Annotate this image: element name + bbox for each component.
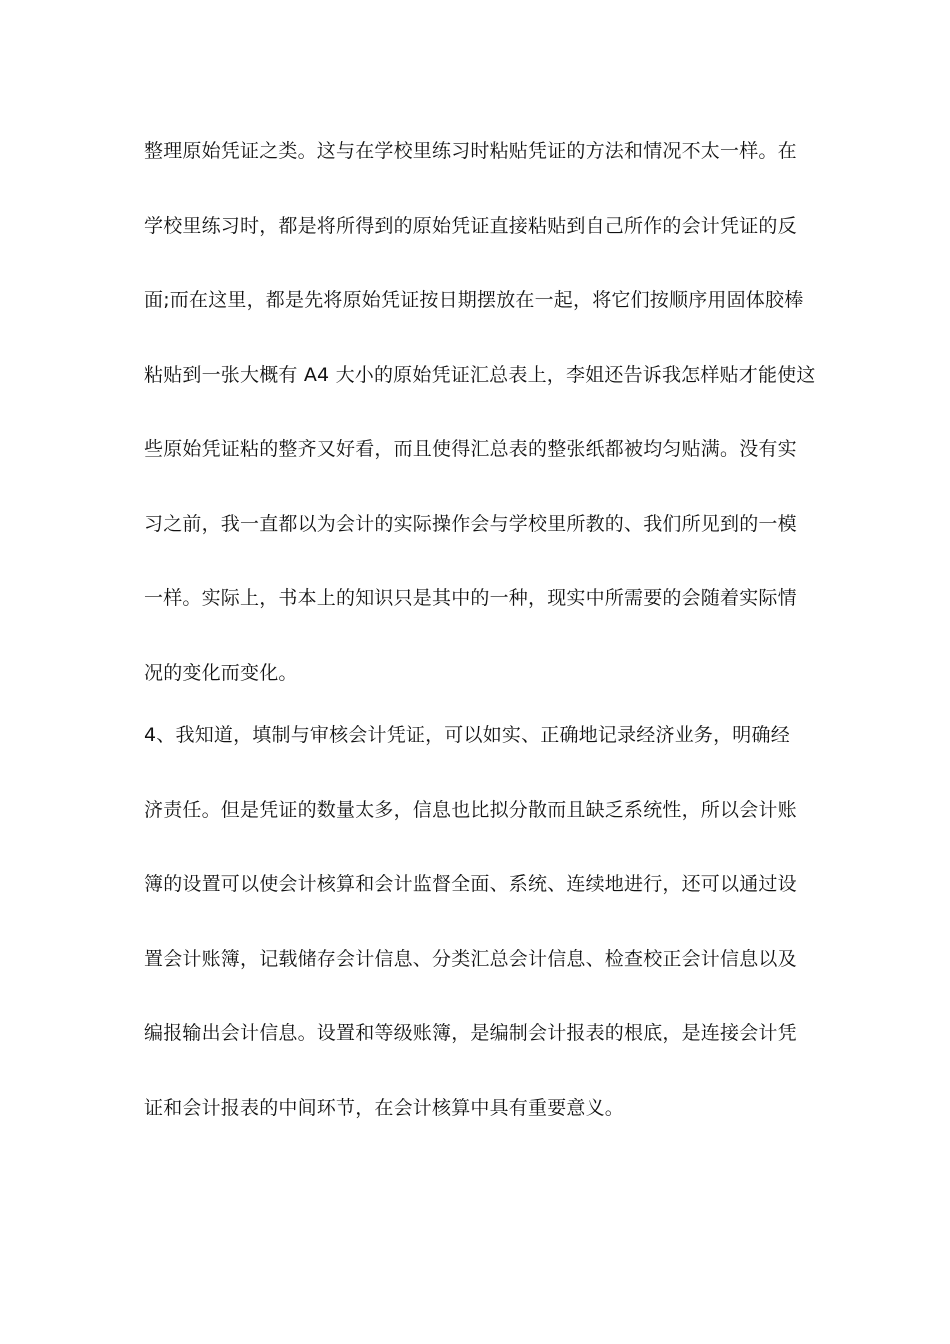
text-line-12: 置会计账簿，记载储存会计信息、分类汇总会计信息、检查校正会计信息以及 [144,948,797,970]
text-line-5: 些原始凭证粘的整齐又好看，而且使得汇总表的整张纸都被均匀贴满。没有实 [144,438,797,460]
text-line-2: 学校里练习时，都是将所得到的原始凭证直接粘贴到自己所作的会计凭证的反 [144,215,797,237]
text-line-3: 面;而在这里，都是先将原始凭证按日期摆放在一起，将它们按顺序用固体胶棒 [144,289,804,311]
text-line-13: 编报输出会计信息。设置和等级账簿，是编制会计报表的根底，是连接会计凭 [144,1022,797,1044]
text-line-8: 况的变化而变化。 [144,662,298,684]
text-line-14: 证和会计报表的中间环节，在会计核算中具有重要意义。 [144,1097,625,1119]
text-line-9: 4、我知道，填制与审核会计凭证，可以如实、正确地记录经济业务，明确经 [144,724,790,746]
text-line-10: 济责任。但是凭证的数量太多，信息也比拟分散而且缺乏系统性，所以会计账 [144,799,797,821]
text-line-11: 簿的设置可以使会计核算和会计监督全面、系统、连续地进行，还可以通过设 [144,873,797,895]
text-line-7: 一样。实际上，书本上的知识只是其中的一种，现实中所需要的会随着实际情 [144,587,797,609]
text-line-1: 整理原始凭证之类。这与在学校里练习时粘贴凭证的方法和情况不太一样。在 [144,140,797,162]
text-line-6: 习之前，我一直都以为会计的实际操作会与学校里所教的、我们所见到的一模 [144,513,797,535]
text-line-4: 粘贴到一张大概有 A4 大小的原始凭证汇总表上，李姐还告诉我怎样贴才能使这 [144,364,816,386]
